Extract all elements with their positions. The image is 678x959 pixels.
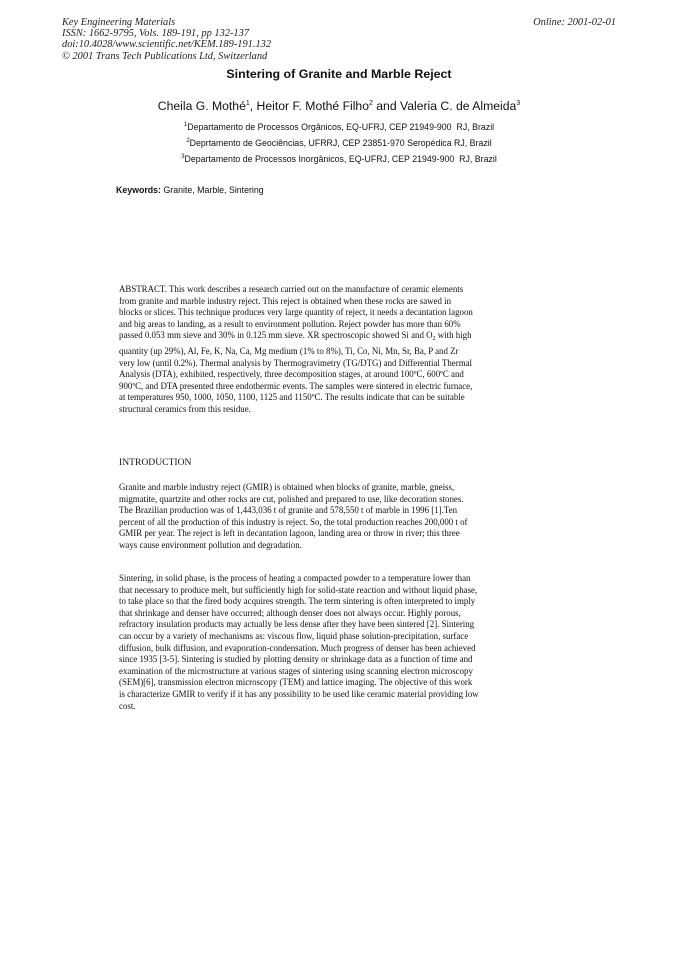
author-list <box>0 96 678 114</box>
affiliation-3 <box>0 152 678 165</box>
abstract-line: from granite and marble industry reject. This reject is obtained when these rocks are sawed in <box>119 295 452 306</box>
abstract-line <box>119 330 565 346</box>
keywords-label: Keywords: <box>116 185 161 195</box>
author-affiliation-marker: 2 <box>368 100 373 107</box>
paragraph-line: cost. <box>119 700 136 711</box>
doi-line[interactable]: doi:10.4028/www.scientific.net/KEM.189-191.132 <box>62 39 272 51</box>
abstract-line-tail: with high <box>435 330 472 341</box>
paragraph-line: that necessary to produce melt, but sufficiently high for solid-state reaction and without liquid phase, <box>119 584 478 595</box>
abstract-line: blocks or slices. This technique produces very large quantity of reject, it needs a decantation lagoon <box>119 307 473 318</box>
issn-line: ISSN: 1662-9795, Vols. 189-191, pp 132-137 <box>62 28 250 40</box>
abstract-line: very low (until 0.2%). Thermal analysis by Thermogravimetry (TG/DTG) and Differential Thermal <box>119 357 473 368</box>
abstract-line: Analysis (DTA), exhibited, respectively, three decomposition stages, at around 100ºC, 600ºC and <box>119 369 464 380</box>
author-separator: and <box>372 99 400 113</box>
paragraph-line: (SEM)[6], transmission electron microscopy (TEM) and lattice imaging. The objective of this work <box>119 677 473 688</box>
paragraph-line: Granite and marble industry reject (GMIR) is obtained when blocks of granite, marble, gneiss, <box>119 482 455 492</box>
paragraph-line: Sintering, in solid phase, is the process of heating a compacted powder to a temperature lower than <box>119 573 471 583</box>
affiliation-text: Departamento de Processos Orgânicos, EQ-UFRJ, CEP 21949-900 RJ, Brazil <box>187 122 495 132</box>
paragraph-line: examination of the microstructure at various stages of sintering using scanning electron microscopy <box>119 665 473 676</box>
section-heading-introduction: INTRODUCTION <box>119 457 192 468</box>
abstract-line: and big areas to landing, as a result to environment pollution. Reject powder has more than 60% <box>119 318 461 329</box>
paragraph-line: since 1935 [3-5]. Sintering is studied by plotting density or shrinkage data as a function of time and <box>119 654 473 665</box>
paragraph-line: refractory insulation products may actually be less dense after they have been sintered [2]. Sintering <box>119 619 475 630</box>
paragraph-line: can occur by a variety of mechanisms as: viscous flow, liquid phase solution-precipitation, surface <box>119 630 469 641</box>
abstract-line-text: passed 0.053 mm sieve and 30% in 0.125 mm sieve. XR spectroscopic showed Si and O <box>119 330 433 341</box>
paragraph-line: The Brazilian production was of 1,443,036 t of granite and 578,550 t of marble in 1996 [1].Ten <box>119 505 458 516</box>
abstract <box>119 284 565 416</box>
abstract-line: 900ºC, and DTA presented three endothermic events. The samples were sintered in electric furnace, <box>119 380 473 391</box>
paper-title: Sintering of Granite and Marble Reject <box>226 67 452 81</box>
paragraph-line: ways cause environment pollution and degradation. <box>119 539 302 550</box>
paragraph-line: that shrinkage and denser have occurred; although denser does not always occur. Highly porous, <box>119 607 461 618</box>
affiliation-text: Deprtamento de Geociências, UFRRJ, CEP 23851-970 Seropédica RJ, Brazil <box>189 138 492 148</box>
author-name: Heitor F. Mothé Filho <box>256 99 369 113</box>
affiliation-marker: 3 <box>181 154 185 160</box>
running-header <box>62 17 271 62</box>
author-separator: , <box>249 99 257 113</box>
paragraph-line: percent of all the production of this industry is reject. So, the total production reaches 200,000 t of <box>119 516 468 527</box>
author-affiliation-marker: 1 <box>245 100 250 107</box>
affiliation-marker: 1 <box>183 122 188 128</box>
abstract-line: quantity (up 29%), Al, Fe, K, Na, Ca, Mg medium (1% to 8%), Ti, Co, Ni, Mn, Sr, Ba, P and Zr <box>119 345 459 356</box>
paragraph-line: migmatite, quartzite and other rocks are cut, polished and prepared to use, like decoration stones. <box>119 493 464 504</box>
introduction-paragraph-1 <box>119 482 565 552</box>
affiliation-text: Departamento de Processos Inorgânicos, EQ-UFRJ, CEP 21949-900 RJ, Brazil <box>184 154 497 164</box>
affiliation-1 <box>0 120 678 133</box>
subscript: 2 <box>432 336 436 343</box>
introduction-paragraph-2 <box>119 573 565 712</box>
abstract-line: ABSTRACT. This work describes a research carried out on the manufacture of ceramic elements <box>119 284 464 294</box>
paragraph-line: GMIR per year. The reject is left in decantation lagoon, landing area or throw in river; this three <box>119 528 460 539</box>
keywords <box>116 185 264 196</box>
abstract-line: at temperatures 950, 1000, 1050, 1100, 1125 and 1150ºC. The results indicate that can be suitable <box>119 392 465 403</box>
author-name: Valeria C. de Almeida <box>400 99 517 113</box>
abstract-line: structural ceramics from this residue. <box>119 403 251 414</box>
paragraph-line: to take place so that the fired body acquires strength. The term sintering is often interpreted to imply <box>119 596 476 607</box>
author-name: Cheila G. Mothé <box>157 99 246 113</box>
paragraph-line: diffusion, bulk diffusion, and evaporation-condensation. Much progress of denser has been achieved <box>119 642 476 653</box>
keywords-text: Granite, Marble, Sintering <box>163 185 264 195</box>
online-date: Online: 2001-02-01 <box>533 17 616 28</box>
author-affiliation-marker: 3 <box>516 100 521 107</box>
paragraph-line: is characterize GMIR to verify if it has any possibility to be used like ceramic material providing low <box>119 688 479 699</box>
affiliation-marker: 2 <box>186 138 190 144</box>
journal-name: Key Engineering Materials <box>62 17 176 28</box>
affiliation-2 <box>0 136 678 149</box>
copyright-line: © 2001 Trans Tech Publications Ltd, Switzerland <box>62 50 268 62</box>
